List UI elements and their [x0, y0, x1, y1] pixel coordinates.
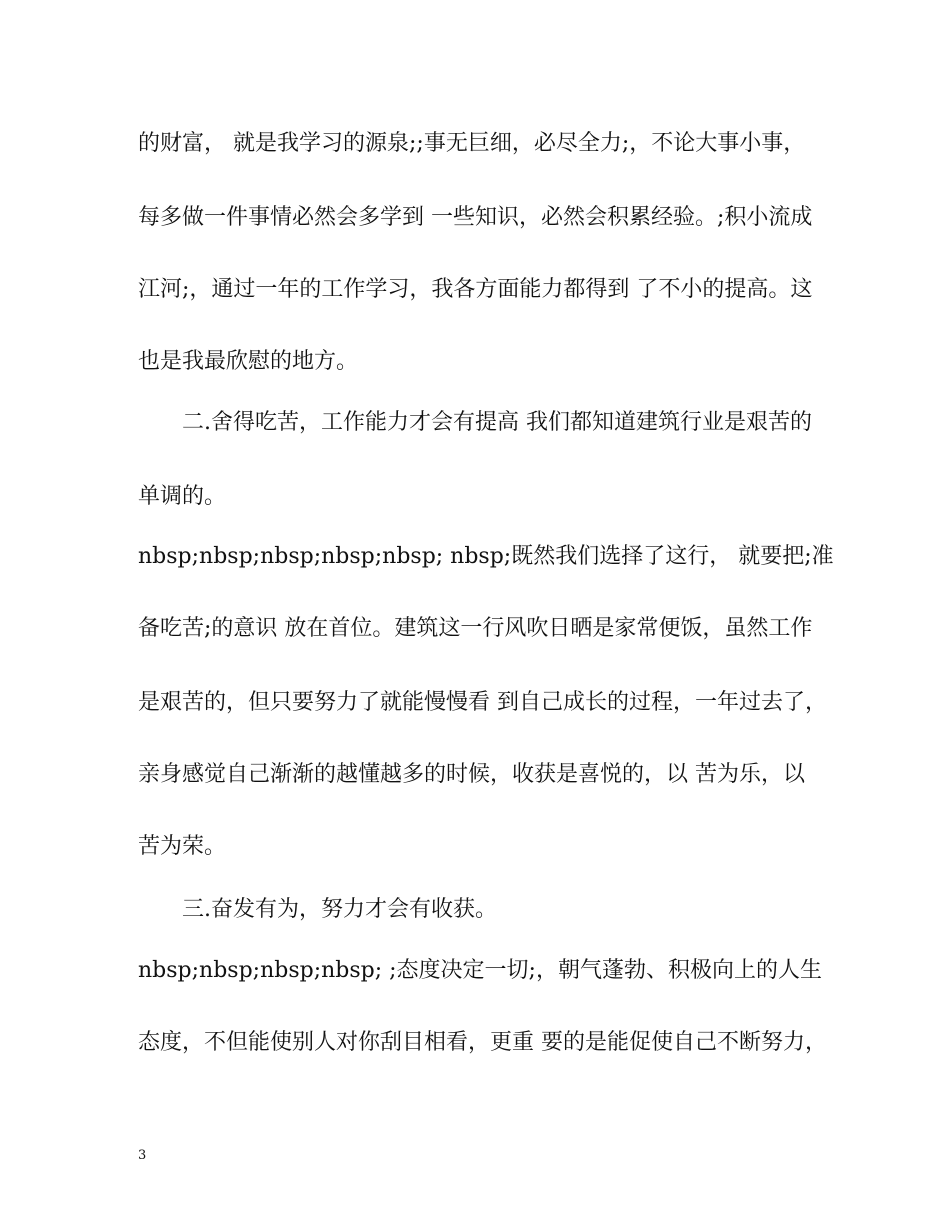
section-heading-2: 二.舍得吃苦，工作能力才会有提高 我们都知道建筑行业是艰苦的: [182, 410, 812, 435]
text-line-2: 每多做一件事情必然会多学到 一些知识，必然会积累经验。;积小流成: [138, 205, 813, 230]
text-line-11: 苦为荣。: [138, 834, 227, 859]
text-line-3: 江河;，通过一年的工作学习，我各方面能力都得到 了不小的提高。这: [138, 277, 813, 302]
text-line-1: 的财富， 就是我学习的源泉;;事无巨细，必尽全力;，不论大事小事，: [138, 131, 806, 156]
text-line-8: 备吃苦;的意识 放在首位。建筑这一行风吹日晒是家常便饭，虽然工作: [138, 616, 813, 641]
section-heading-3: 三.奋发有为，努力才会有收获。: [182, 897, 497, 922]
text-line-6: 单调的。: [138, 484, 227, 509]
text-line-4: 也是我最欣慰的地方。: [138, 349, 359, 374]
text-line-7: nbsp;nbsp;nbsp;nbsp;nbsp; nbsp;既然我们选择了这行， 就要把;准: [138, 544, 834, 569]
text-line-14: 态度，不但能使别人对你刮目相看，更重 要的是能促使自己不断努力，: [138, 1030, 827, 1055]
text-line-13: nbsp;nbsp;nbsp;nbsp; ;态度决定一切;，朝气蓬勃、积极向上的人生: [138, 958, 822, 983]
text-line-10: 亲身感觉自己渐渐的越懂越多的时候，收获是喜悦的，以 苦为乐，以: [138, 762, 805, 787]
text-line-9: 是艰苦的，但只要努力了就能慢慢看 到自己成长的过程，一年过去了，: [138, 690, 827, 715]
page-number: 3: [138, 1148, 147, 1163]
